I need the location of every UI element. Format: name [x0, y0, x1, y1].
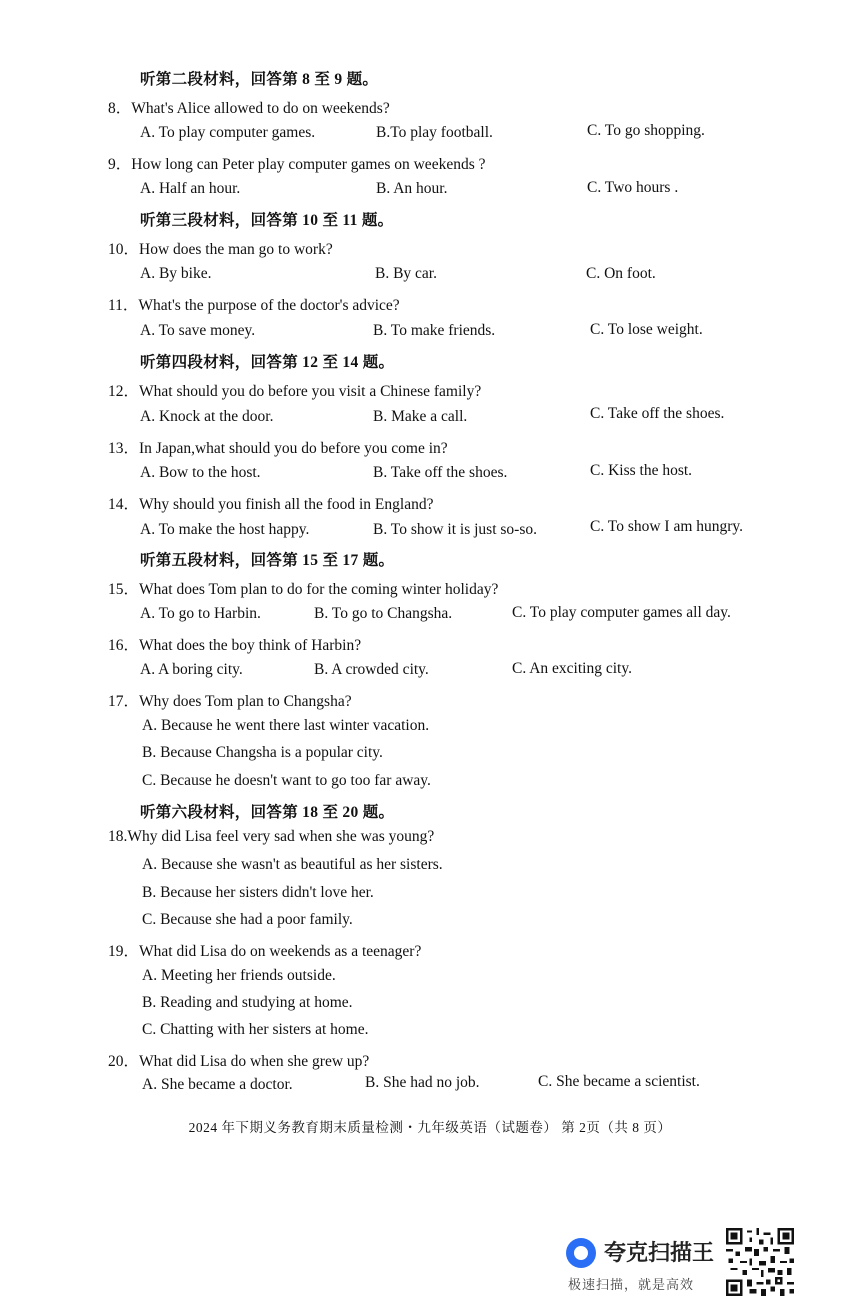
q15-option-c: C. To play computer games all day. [512, 604, 731, 621]
question-9: 9．How long can Peter play computer games on weekends ? [108, 156, 486, 173]
q10-option-a: A. By bike. [140, 265, 212, 282]
q8-option-a: A. To play computer games. [140, 124, 316, 141]
q16-option-b: B. A crowded city. [314, 661, 429, 678]
watermark-tagline: 极速扫描，就是高效 [568, 1278, 695, 1293]
q10-option-b: B. By car. [375, 265, 437, 282]
question-20: 20．What did Lisa do when she grew up? [108, 1053, 370, 1070]
q13-option-b: B. Take off the shoes. [373, 464, 508, 481]
q18-option-a: A. Because she wasn't as beautiful as her sisters. [142, 856, 443, 873]
section-header-2: 听第二段材料，回答第 8 至 9 题。 [140, 71, 379, 88]
q11-option-c: C. To lose weight. [590, 321, 703, 338]
q8-option-b: B.To play football. [376, 124, 493, 141]
q15-option-b: B. To go to Changsha. [314, 605, 453, 622]
q9-option-c: C. Two hours . [587, 179, 679, 196]
question-17: 17．Why does Tom plan to Changsha? [108, 693, 352, 710]
section-header-3: 听第三段材料，回答第 10 至 11 题。 [140, 212, 394, 229]
q17-option-a: A. Because he went there last winter vacation. [142, 717, 430, 734]
q19-option-b: B. Reading and studying at home. [142, 994, 353, 1011]
q20-option-c: C. She became a scientist. [538, 1073, 700, 1090]
question-15: 15．What does Tom plan to do for the coming winter holiday? [108, 581, 499, 598]
question-10: 10．How does the man go to work? [108, 241, 333, 258]
q11-option-b: B. To make friends. [373, 322, 496, 339]
q14-option-c: C. To show I am hungry. [590, 518, 744, 535]
q20-option-b: B. She had no job. [365, 1074, 480, 1091]
q8-option-c: C. To go shopping. [587, 122, 705, 139]
q17-option-c: C. Because he doesn't want to go too far away. [142, 772, 431, 789]
q13-option-a: A. Bow to the host. [140, 464, 261, 481]
quark-logo-icon [566, 1238, 596, 1268]
question-12: 12．What should you do before you visit a Chinese family? [108, 383, 482, 400]
question-16: 16．What does the boy think of Harbin? [108, 637, 362, 654]
section-header-6: 听第六段材料，回答第 18 至 20 题。 [140, 804, 395, 821]
qr-code-icon [726, 1228, 794, 1296]
question-14: 14．Why should you finish all the food in England? [108, 496, 434, 513]
section-header-5: 听第五段材料，回答第 15 至 17 题。 [140, 552, 395, 569]
q16-option-a: A. A boring city. [140, 661, 243, 678]
q10-option-c: C. On foot. [586, 265, 656, 282]
q11-option-a: A. To save money. [140, 322, 256, 339]
q12-option-c: C. Take off the shoes. [590, 405, 725, 422]
q9-option-b: B. An hour. [376, 180, 448, 197]
q20-option-a: A. She became a doctor. [142, 1076, 293, 1093]
q18-option-c: C. Because she had a poor family. [142, 911, 353, 928]
question-11: 11．What's the purpose of the doctor's advice? [108, 297, 400, 314]
question-18: 18.Why did Lisa feel very sad when she was young? [108, 828, 435, 845]
q14-option-a: A. To make the host happy. [140, 521, 310, 538]
scanner-watermark [566, 1236, 716, 1296]
q17-option-b: B. Because Changsha is a popular city. [142, 744, 383, 761]
section-header-4: 听第四段材料，回答第 12 至 14 题。 [140, 354, 395, 371]
q9-option-a: A. Half an hour. [140, 180, 241, 197]
q16-option-c: C. An exciting city. [512, 660, 632, 677]
q15-option-a: A. To go to Harbin. [140, 605, 261, 622]
q19-option-a: A. Meeting her friends outside. [142, 967, 336, 984]
q18-option-b: B. Because her sisters didn't love her. [142, 884, 374, 901]
page-footer: 2024 年下期义务教育期末质量检测・九年级英语（试题卷） 第 2页（共 8 页） [188, 1120, 672, 1135]
question-8: 8．What's Alice allowed to do on weekends? [108, 100, 390, 117]
question-19: 19．What did Lisa do on weekends as a teenager? [108, 943, 422, 960]
question-13: 13．In Japan,what should you do before you come in? [108, 440, 448, 457]
q19-option-c: C. Chatting with her sisters at home. [142, 1021, 369, 1038]
watermark-brand-name: 夸克扫描王 [604, 1241, 715, 1266]
q12-option-a: A. Knock at the door. [140, 408, 274, 425]
q13-option-c: C. Kiss the host. [590, 462, 693, 479]
q14-option-b: B. To show it is just so-so. [373, 521, 537, 538]
q12-option-b: B. Make a call. [373, 408, 468, 425]
